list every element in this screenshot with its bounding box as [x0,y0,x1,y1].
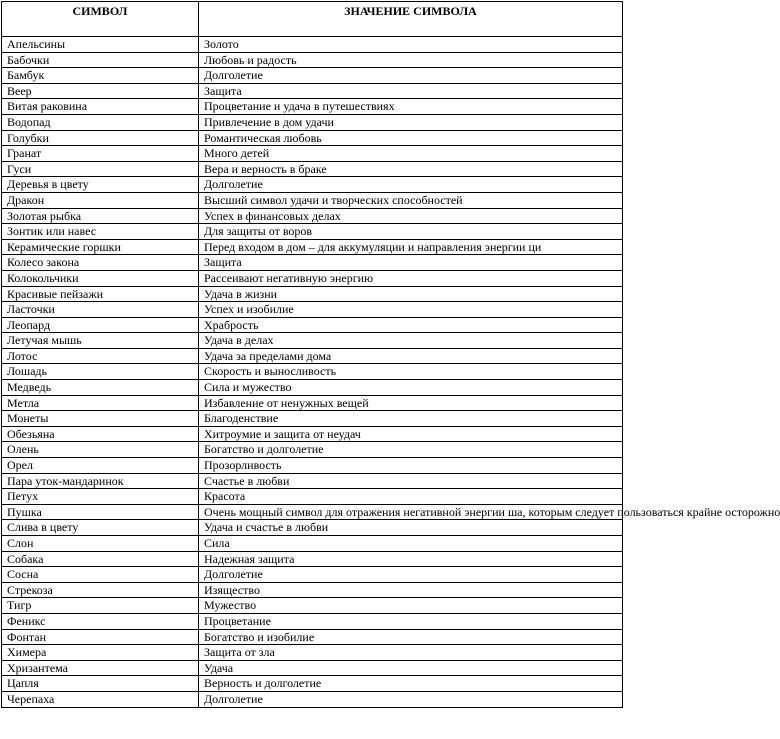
symbol-cell: Ласточки [2,302,199,318]
meaning-cell: Долголетие [199,567,623,583]
meaning-cell: Вера и верность в браке [199,161,623,177]
meaning-cell: Удача в жизни [199,286,623,302]
meaning-cell: Удача и счастье в любви [199,520,623,536]
meaning-cell: Рассеивают негативную энергию [199,270,623,286]
meaning-cell: Перед входом в дом – для аккумуляции и направления энергии ци [199,239,623,255]
meaning-cell: Мужество [199,598,623,614]
meaning-cell: Привлечение в дом удачи [199,114,623,130]
symbol-cell: Метла [2,395,199,411]
symbol-cell: Медведь [2,380,199,396]
meaning-cell: Верность и долголетие [199,676,623,692]
table-body [2,37,780,708]
symbol-cell: Деревья в цвету [2,177,199,193]
symbol-cell: Колесо закона [2,255,199,271]
meaning-cell: Красота [199,489,623,505]
meaning-cell: Долголетие [199,691,623,707]
table-row [2,676,623,692]
meaning-cell: Храбрость [199,317,623,333]
symbol-cell: Красивые пейзажи [2,286,199,302]
symbol-cell: Олень [2,442,199,458]
table-row [2,99,623,115]
symbol-cell: Зонтик или навес [2,224,199,240]
meaning-cell: Романтическая любовь [199,130,623,146]
meaning-cell: Избавление от ненужных вещей [199,395,623,411]
meaning-cell: Много детей [199,146,623,162]
table-row [2,473,623,489]
symbol-cell: Орел [2,458,199,474]
symbol-cell: Петух [2,489,199,505]
table-row [2,489,623,505]
table-row [2,660,623,676]
meaning-cell: Богатство и изобилие [199,629,623,645]
table-row [2,348,623,364]
symbol-cell: Пушка [2,504,199,520]
meaning-cell: Богатство и долголетие [199,442,623,458]
table-row [2,161,623,177]
symbol-cell: Цапля [2,676,199,692]
symbol-cell: Бамбук [2,68,199,84]
symbol-cell: Собака [2,551,199,567]
symbol-cell: Пара уток-мандаринок [2,473,199,489]
symbol-cell: Дракон [2,192,199,208]
table-row [2,177,623,193]
table-row [2,598,623,614]
table-row [2,270,623,286]
table-row [2,629,623,645]
symbol-cell: Монеты [2,411,199,427]
symbol-cell: Золотая рыбка [2,208,199,224]
header-symbol: СИМВОЛ [2,2,199,37]
symbol-cell: Слива в цвету [2,520,199,536]
table-row [2,302,623,318]
meaning-cell: Успех в финансовых делах [199,208,623,224]
symbol-cell: Лотос [2,348,199,364]
symbols-table [1,1,780,708]
meaning-cell: Удача [199,660,623,676]
header-row [2,2,623,37]
table-row [2,114,623,130]
table-row [2,411,623,427]
meaning-cell: Удача за пределами дома [199,348,623,364]
symbol-cell: Гранат [2,146,199,162]
table-row [2,426,623,442]
symbol-cell: Леопард [2,317,199,333]
symbol-cell: Апельсины [2,37,199,53]
table-row [2,380,623,396]
meaning-cell: Для защиты от воров [199,224,623,240]
table-row [2,520,623,536]
symbol-cell: Обезьяна [2,426,199,442]
table-row [2,551,623,567]
table-row [2,504,623,520]
meaning-cell: Защита [199,255,623,271]
meaning-cell: Изящество [199,582,623,598]
meaning-cell: Хитроумие и защита от неудач [199,426,623,442]
meaning-cell: Благоденствие [199,411,623,427]
symbol-cell: Сосна [2,567,199,583]
table-row [2,442,623,458]
meaning-cell: Защита [199,83,623,99]
symbol-cell: Водопад [2,114,199,130]
table-row [2,582,623,598]
table-row [2,567,623,583]
meaning-cell: Удача в делах [199,333,623,349]
table-row [2,613,623,629]
table-row [2,255,623,271]
table-row [2,208,623,224]
meaning-cell: Сила [199,536,623,552]
symbol-cell: Бабочки [2,52,199,68]
meaning-cell: Золото [199,37,623,53]
table-row [2,239,623,255]
meaning-cell: Процветание [199,613,623,629]
table-row [2,37,623,53]
meaning-cell: Долголетие [199,177,623,193]
table-row [2,286,623,302]
table-row [2,52,623,68]
symbol-cell: Летучая мышь [2,333,199,349]
symbol-cell: Слон [2,536,199,552]
symbol-cell: Феникс [2,613,199,629]
symbol-cell: Гуси [2,161,199,177]
symbol-cell: Хризантема [2,660,199,676]
symbol-cell: Фонтан [2,629,199,645]
table-row [2,645,623,661]
meaning-cell: Высший символ удачи и творческих способностей [199,192,623,208]
table-row [2,130,623,146]
symbol-cell: Голубки [2,130,199,146]
meaning-cell: Очень мощный символ для отражения негативной энергии ша, которым следует пользоваться крайне осторожно [199,504,623,520]
meaning-cell: Скорость и выносливость [199,364,623,380]
meaning-cell: Процветание и удача в путешествиях [199,99,623,115]
table-row [2,68,623,84]
table-row [2,83,623,99]
symbol-cell: Колокольчики [2,270,199,286]
symbol-cell: Химера [2,645,199,661]
table-row [2,317,623,333]
header-meaning: ЗНАЧЕНИЕ СИМВОЛА [199,2,623,37]
table-row [2,364,623,380]
table-row [2,192,623,208]
meaning-cell: Прозорливость [199,458,623,474]
symbol-cell: Керамические горшки [2,239,199,255]
symbol-cell: Витая раковина [2,99,199,115]
symbol-cell: Тигр [2,598,199,614]
table-row [2,458,623,474]
table-row [2,536,623,552]
table-row [2,224,623,240]
symbol-cell: Черепаха [2,691,199,707]
meaning-cell: Успех и изобилие [199,302,623,318]
table-row [2,395,623,411]
symbol-cell: Лошадь [2,364,199,380]
meaning-cell: Счастье в любви [199,473,623,489]
meaning-cell: Защита от зла [199,645,623,661]
table-row [2,146,623,162]
symbol-cell: Веер [2,83,199,99]
meaning-cell: Надежная защита [199,551,623,567]
meaning-cell: Долголетие [199,68,623,84]
table-row [2,691,623,707]
meaning-cell: Любовь и радость [199,52,623,68]
table-row [2,333,623,349]
symbol-cell: Стрекоза [2,582,199,598]
meaning-cell: Сила и мужество [199,380,623,396]
